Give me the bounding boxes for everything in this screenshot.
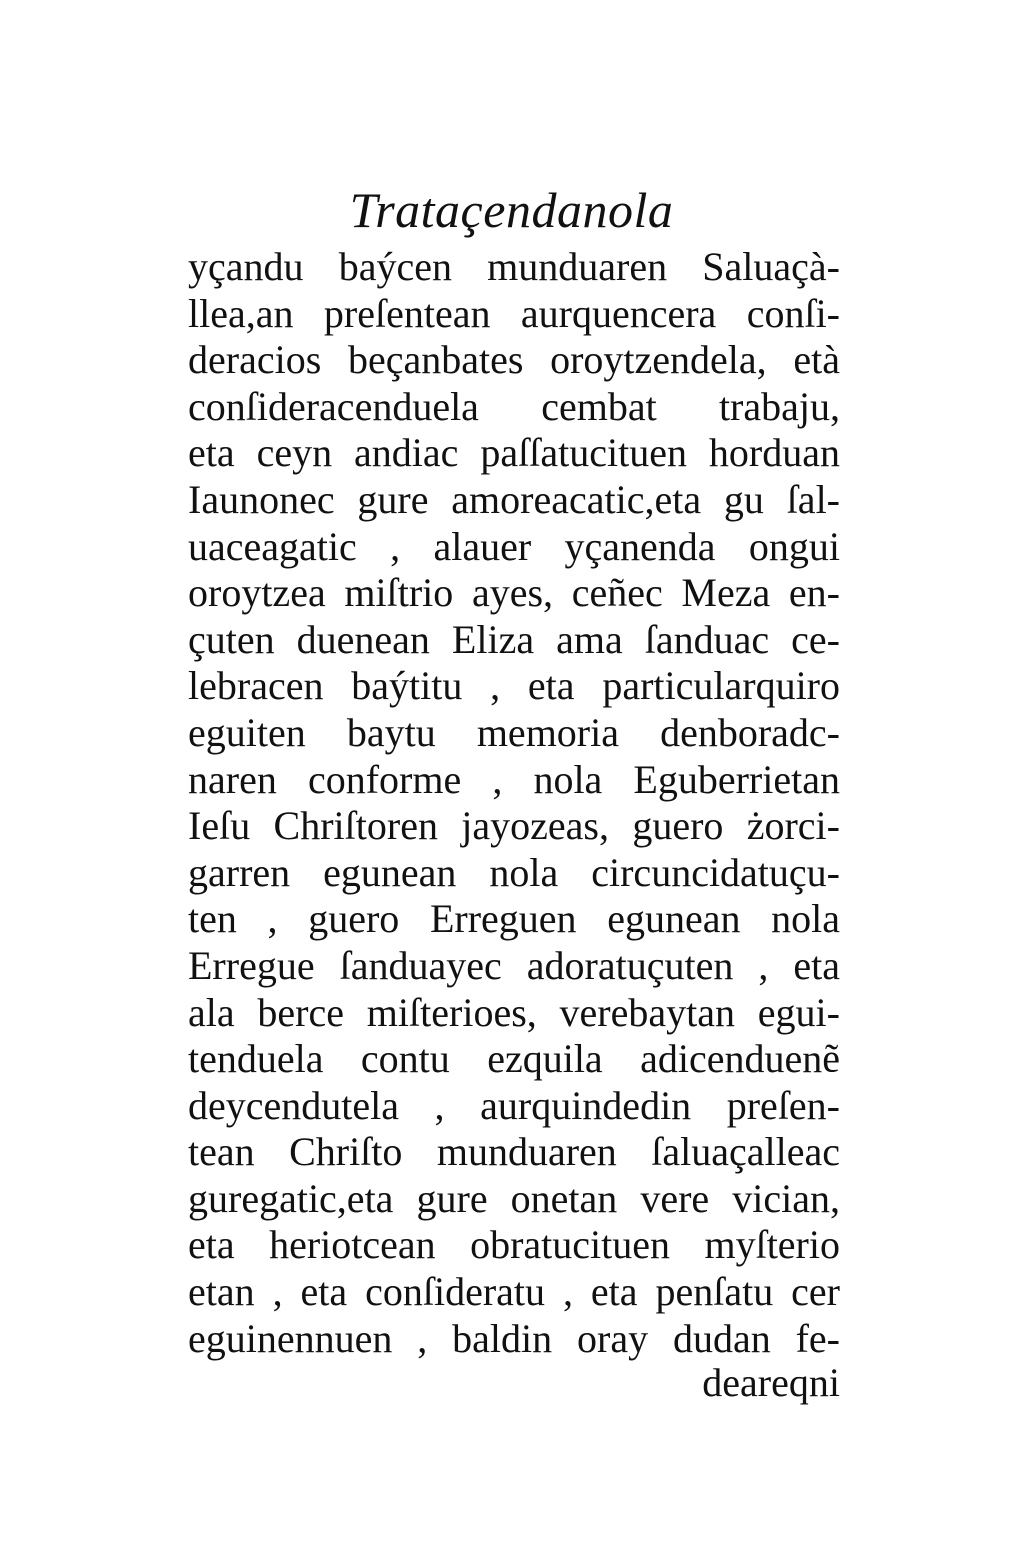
text-line: oroytzea miſtrio ayes, ceñec Meza en- (188, 570, 840, 616)
catchword: deareqni (702, 1360, 840, 1405)
text-line: etan , eta conſideratu , eta penſatu cer (188, 1269, 840, 1315)
text-line: deracios beçanbates oroytzendela, età (188, 337, 840, 383)
text-line: tean Chriſto munduaren ſaluaçalleac (188, 1129, 840, 1175)
text-line: yçandu baýcen munduaren Saluaçà- (188, 244, 840, 289)
text-line: uaceagatic , alauer yçanenda ongui (188, 523, 840, 569)
running-title: Trataçendanola (349, 182, 674, 238)
text-line: guregatic,eta gure onetan vere vician, (188, 1175, 840, 1221)
text-line: Iaunonec gure amoreacatic,eta gu ſal- (188, 476, 840, 522)
text-line: eta ceyn andiac paſſatucituen horduan (188, 430, 840, 476)
text-line: eta heriotcean obratucituen myſterio (188, 1222, 840, 1268)
text-line: lebracen baýtitu , eta particularquiro (188, 663, 840, 709)
text-line: tenduela contu ezquila adicenduenẽ (188, 1036, 840, 1082)
text-line: eguiten baytu memoria denboradc- (188, 709, 840, 755)
text-line: garren egunean nola circuncidatuçu- (188, 849, 840, 895)
text-line: eguinennuen , baldin oray dudan fe- (188, 1315, 840, 1361)
text-line: ten , guero Erreguen egunean nola (188, 896, 840, 942)
text-line: llea,an preſentean aurquencera conſi- (188, 290, 840, 336)
text-line: ala berce miſterioes, verebaytan egui- (188, 989, 840, 1035)
text-line: conſideracenduela cembat trabaju, (188, 383, 840, 429)
text-line: çuten duenean Eliza ama ſanduac ce- (188, 616, 840, 662)
text-line: Erregue ſanduayec adoratuçuten , eta (188, 942, 840, 988)
text-line: Ieſu Chriſtoren jayozeas, guero żorci- (188, 803, 840, 849)
body-text (188, 244, 840, 1362)
text-line: deycendutela , aurquindedin preſen- (188, 1082, 840, 1128)
text-line: naren conforme , nola Eguberrietan (188, 756, 840, 802)
